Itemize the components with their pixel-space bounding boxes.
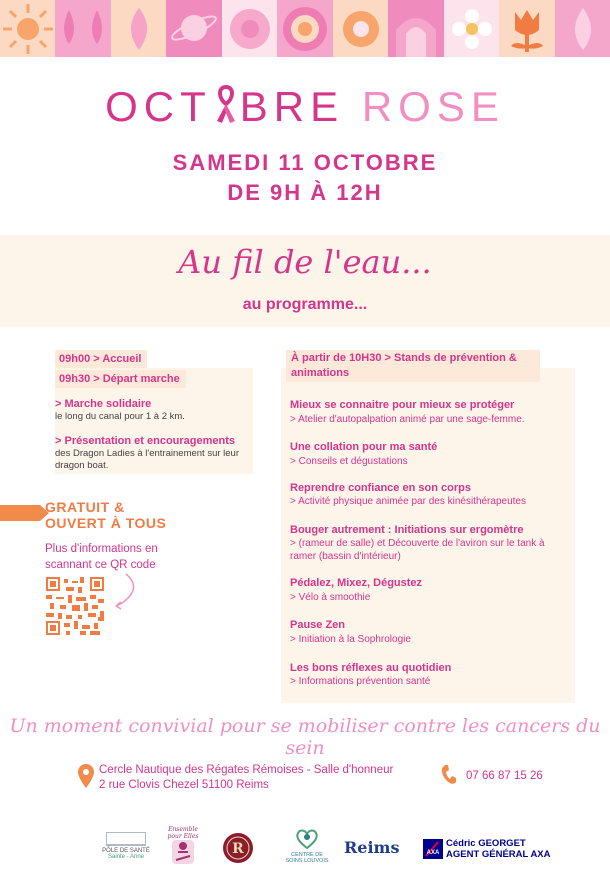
stand-3-title: Reprendre confiance en son corps bbox=[290, 482, 471, 494]
pole-sante-logo bbox=[98, 832, 154, 860]
walk-title: > Marche solidaire bbox=[55, 398, 152, 410]
tulip-tile bbox=[499, 0, 554, 57]
stand-7-title: Les bons réflexes au quotidien bbox=[290, 662, 452, 674]
stand-1-title: Mieux se connaitre pour mieux se protéger bbox=[290, 399, 515, 411]
axa-agent-role: AGENT GÉNÉRAL AXA bbox=[446, 849, 551, 860]
ensemble-text: Ensemble pour Elles bbox=[167, 826, 199, 840]
stands-header: À partir de 10H30 > Stands de prévention & animations bbox=[286, 350, 540, 382]
planet-tile bbox=[166, 0, 221, 57]
reims-logo: Reims bbox=[344, 838, 400, 857]
petal-tile bbox=[111, 0, 166, 57]
time-welcome: 09h00 > Accueil bbox=[55, 350, 147, 368]
address bbox=[99, 763, 393, 793]
svg-text:R: R bbox=[232, 841, 244, 857]
title-part-2: BRE bbox=[239, 83, 345, 130]
axa-logo-icon bbox=[423, 839, 443, 859]
target-tile bbox=[277, 0, 332, 57]
flower-tile bbox=[222, 0, 277, 57]
free-line-2: OUVERT À TOUS bbox=[45, 515, 167, 531]
event-title bbox=[0, 83, 610, 131]
banner-script-title: Au fil de l'eau... bbox=[178, 243, 432, 281]
event-hours: DE 9H À 12H bbox=[227, 180, 383, 205]
banner-subtitle: au programme... bbox=[242, 296, 368, 313]
free-line-1: GRATUIT & bbox=[45, 499, 125, 515]
drop-tile bbox=[555, 0, 610, 57]
presentation-title: > Présentation et encouragements bbox=[55, 435, 236, 447]
heart-icon bbox=[294, 828, 320, 850]
free-access bbox=[45, 499, 166, 531]
address-line-1: Cercle Nautique des Régates Rémoises - Salle d'honneur bbox=[99, 764, 394, 776]
tagline: Un moment convivial pour se mobiliser contre les cancers du sein bbox=[9, 715, 601, 759]
stand-1-text: > Atelier d'autopalpation animé par une sage-femme. bbox=[290, 414, 525, 425]
stand-3-text: > Activité physique animée par des kinésithérapeutes bbox=[290, 496, 526, 507]
phone-number[interactable]: 07 66 87 15 26 bbox=[466, 770, 543, 782]
flower-tile bbox=[333, 0, 388, 57]
stand-4-text: > (rameur de salle) et Découverte de l'aviron sur le tank à ramer (bassin d'intérieur) bbox=[290, 538, 545, 562]
stand-7-text: > Informations prévention santé bbox=[290, 676, 431, 687]
pole-name: PÔLE DE SANTÉ bbox=[102, 848, 150, 854]
address-line-2: 2 rue Clovis Chezel 51100 Reims bbox=[99, 779, 269, 791]
location-pin-icon bbox=[78, 764, 94, 788]
club-r-logo bbox=[222, 832, 254, 864]
qr-info-text: Plus d'informations en scannant ce QR code bbox=[45, 543, 158, 571]
stand-5-title: Pédalez, Mixez, Dégustez bbox=[290, 577, 423, 589]
daisy-tile bbox=[444, 0, 499, 57]
svg-text:AXA: AXA bbox=[426, 850, 440, 856]
pink-ribbon-icon bbox=[214, 84, 238, 124]
pole-sub: Sainte - Anne bbox=[107, 854, 145, 860]
stand-6-title: Pause Zen bbox=[290, 619, 346, 631]
decorative-pattern bbox=[0, 0, 610, 57]
drops-tile bbox=[55, 0, 110, 57]
curved-arrow-icon bbox=[112, 572, 140, 612]
qr-code[interactable] bbox=[46, 577, 104, 635]
louvois-text: CENTRE DE SOINS LOUVOIS bbox=[285, 852, 329, 864]
stand-6-text: > Initiation à la Sophrologie bbox=[290, 634, 411, 645]
walk-text: le long du canal pour 1 à 2 km. bbox=[55, 411, 185, 422]
title-part-1: OCT bbox=[105, 83, 212, 130]
arrow-marker bbox=[0, 505, 40, 521]
stand-5-text: > Vélo à smoothie bbox=[290, 592, 371, 603]
phone-icon bbox=[441, 764, 457, 786]
time-walk: 09h30 > Départ marche bbox=[55, 370, 186, 388]
louvois-logo bbox=[282, 828, 332, 864]
stand-2-title: Une collation pour ma santé bbox=[290, 441, 438, 453]
arch-tile bbox=[388, 0, 443, 57]
stand-2-text: > Conseils et dégustations bbox=[290, 456, 408, 467]
title-part-3: ROSE bbox=[361, 83, 505, 130]
event-date: SAMEDI 11 OCTOBRE bbox=[172, 150, 438, 175]
stand-4-title: Bouger autrement : Initiations sur ergomètre bbox=[290, 524, 524, 536]
building-icon bbox=[106, 832, 146, 846]
sun-tile bbox=[0, 0, 55, 57]
axa-agent-name: Cédric GEORGET bbox=[446, 838, 526, 849]
axa-agent bbox=[446, 838, 551, 860]
ensemble-pour-elles-logo bbox=[164, 826, 202, 866]
presentation-text: des Dragon Ladies à l'entrainement sur leur dragon boat. bbox=[55, 448, 240, 471]
